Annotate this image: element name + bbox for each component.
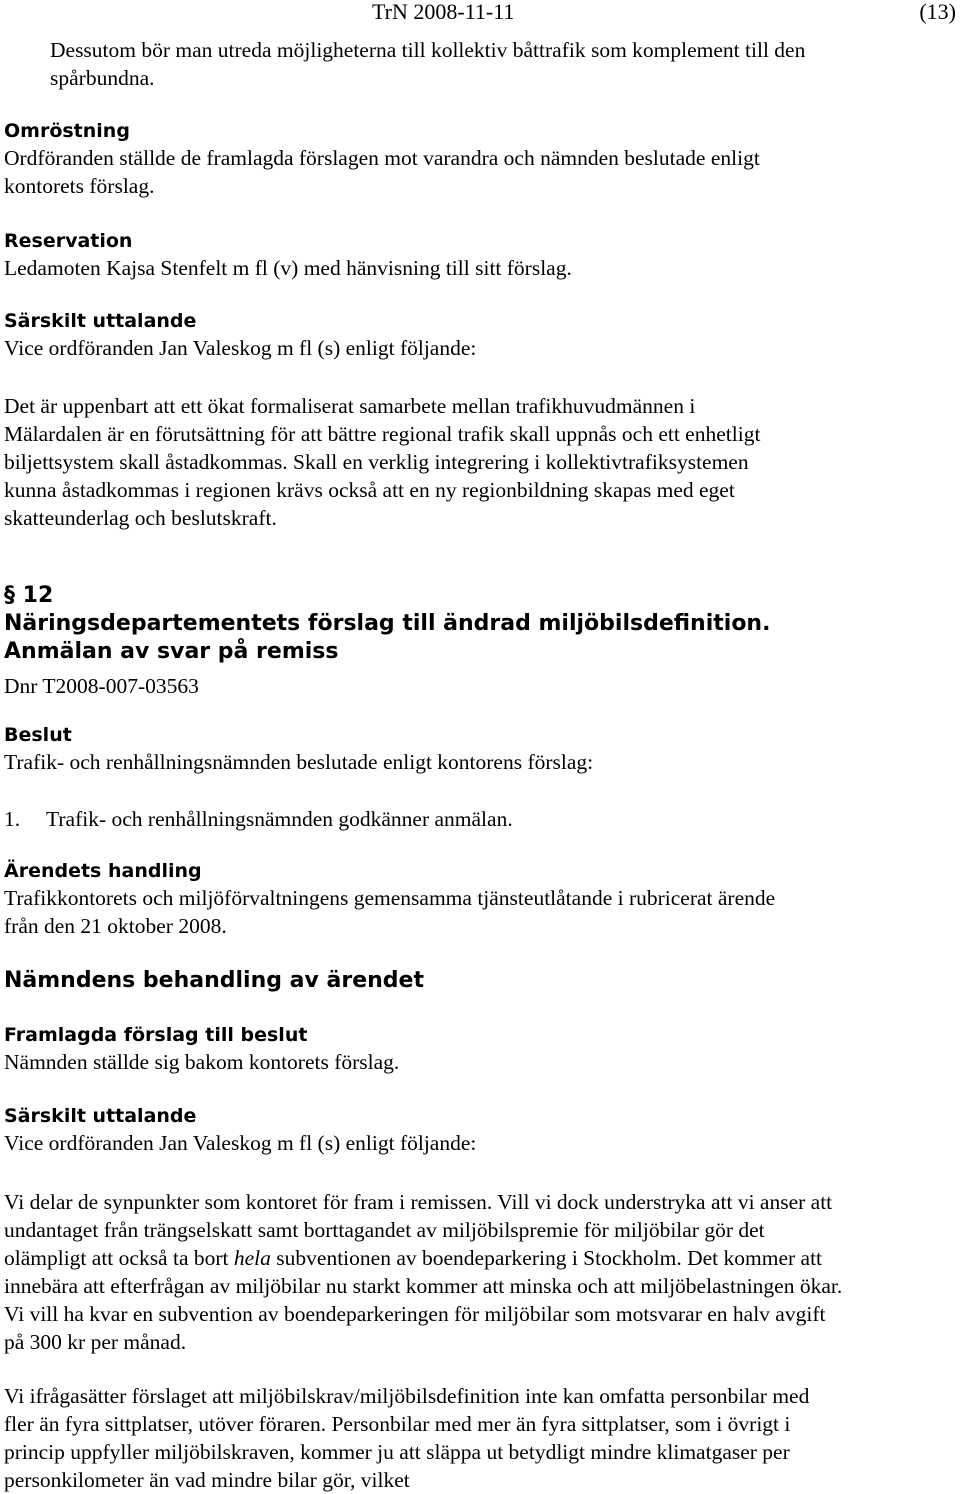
- beslut-item-row: [4, 805, 954, 833]
- page-number: (13): [919, 0, 956, 24]
- section-12-block: [4, 582, 864, 700]
- namndens-behandling-heading: Nämndens behandling av ärendet: [4, 968, 424, 993]
- arendets-handling-section: [4, 858, 814, 940]
- beslut-section: [4, 722, 954, 776]
- sarskilt-uttalande-1-body-block: [4, 392, 794, 532]
- framlagda-forslag-section: [4, 1022, 954, 1076]
- omrostning-heading: Omröstning: [4, 120, 130, 142]
- sarskilt-uttalande-2-paragraph-2: Vi ifrågasätter förslaget att miljöbilskrav/miljöbilsdefinition inte kan omfatta personbilar med fler än fyra sittplatser, utöver föraren. Personbilar med mer än fyra sittplatser, som i övrigt i princip uppfyller miljöbilskraven, kommer ju att släppa ut betydligt mindre klimatgaser per personkilometer än vad mindre bilar gör, vilket: [4, 1384, 810, 1492]
- sarskilt-uttalande-1-section: [4, 308, 954, 362]
- section-12-title: Näringsdepartementets förslag till ändrad miljöbilsdefinition. Anmälan av svar på remiss: [4, 611, 771, 664]
- p1-text-after: subventionen av boendeparkering i Stockholm. Det kommer att innebära att efterfrågan av miljöbilar nu starkt kommer att minska och att miljöbelastningen ökar. Vi vill ha kvar en subvention av boendeparkeringen för miljöbilar som motsvarar en halv avgift på 300 kr per månad.: [4, 1246, 843, 1354]
- reservation-text: Ledamoten Kajsa Stenfelt m fl (v) med hänvisning till sitt förslag.: [4, 256, 572, 280]
- sarskilt-uttalande-2-p1-block: [4, 1188, 849, 1356]
- section-12-dnr: Dnr T2008-007-03563: [4, 674, 199, 698]
- omrostning-text: Ordföranden ställde de framlagda förslagen mot varandra och nämnden beslutade enligt kontorets förslag.: [4, 146, 760, 198]
- sarskilt-uttalande-2-heading: Särskilt uttalande: [4, 1105, 197, 1127]
- sarskilt-uttalande-2-section: [4, 1103, 954, 1157]
- beslut-heading: Beslut: [4, 724, 72, 746]
- sarskilt-uttalande-2-paragraph-1: [4, 1188, 849, 1356]
- section-12-mark: § 12: [4, 583, 54, 608]
- reservation-heading: Reservation: [4, 230, 133, 252]
- sarskilt-uttalande-2-p2-block: [4, 1382, 814, 1494]
- beslut-item-number: 1.: [4, 807, 21, 831]
- intro-paragraph: Dessutom bör man utreda möjligheterna till kollektiv båttrafik som komplement till den spårbundna.: [50, 38, 806, 90]
- arendets-handling-text: Trafikkontorets och miljöförvaltningens gemensamma tjänsteutlåtande i rubricerat ärende från den 21 oktober 2008.: [4, 886, 776, 938]
- reservation-section: [4, 228, 954, 282]
- p1-text-before: Vi delar de synpunkter som kontoret för fram i remissen. Vill vi dock understryka att vi anser att undantaget från trängselskatt samt borttagandet av miljöbilspremie för miljöbilar gör det olämpligt att också ta bort: [4, 1190, 833, 1270]
- p1-emphasis: hela: [233, 1246, 271, 1270]
- beslut-item-text: Trafik- och renhållningsnämnden godkänner anmälan.: [46, 807, 513, 831]
- omrostning-section: [4, 118, 834, 200]
- framlagda-forslag-text: Nämnden ställde sig bakom kontorets förslag.: [4, 1050, 400, 1074]
- sarskilt-uttalande-1-body: Det är uppenbart att ett ökat formaliserat samarbete mellan trafikhuvudmännen i Mälardalen är en förutsättning för att bättre regional trafik skall uppnås och ett enhetligt biljettsystem skall åstadkommas. Skall en verklig integrering i kollektivtrafiksystemen kunna åstadkommas i regionen krävs också att en ny regionbildning skapas med eget skatteunderlag och beslutskraft.: [4, 394, 761, 530]
- header-date: TrN 2008-11-11: [372, 0, 515, 24]
- intro-paragraph-block: [50, 36, 850, 92]
- namndens-behandling-block: [4, 967, 954, 995]
- sarskilt-uttalande-1-intro: Vice ordföranden Jan Valeskog m fl (s) enligt följande:: [4, 336, 477, 360]
- framlagda-forslag-heading: Framlagda förslag till beslut: [4, 1024, 308, 1046]
- beslut-text: Trafik- och renhållningsnämnden beslutade enligt kontorens förslag:: [4, 750, 594, 774]
- sarskilt-uttalande-1-heading: Särskilt uttalande: [4, 310, 197, 332]
- arendets-handling-heading: Ärendets handling: [4, 860, 202, 882]
- sarskilt-uttalande-2-intro: Vice ordföranden Jan Valeskog m fl (s) enligt följande:: [4, 1131, 477, 1155]
